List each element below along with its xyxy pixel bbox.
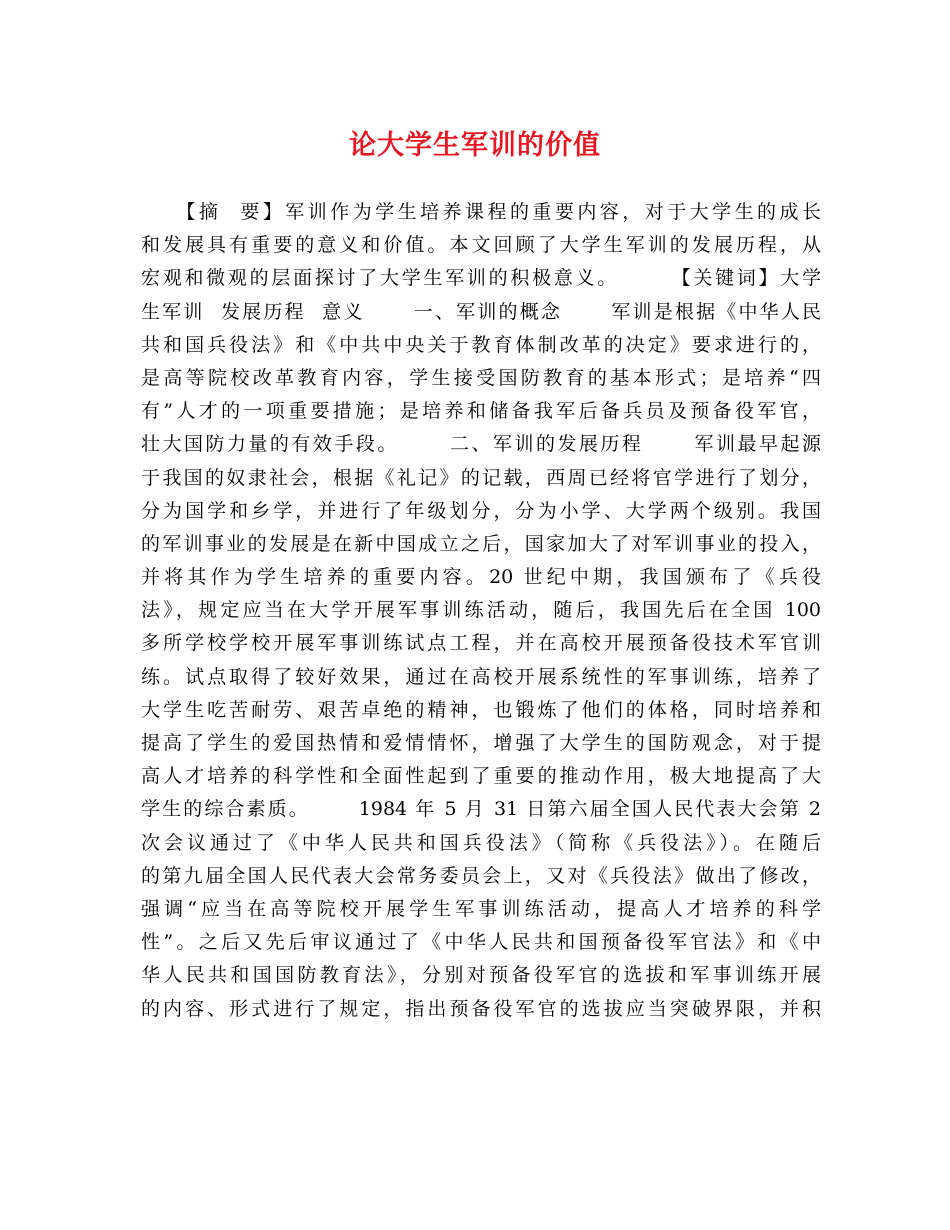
document-title: 论大学生军训的价值	[349, 130, 601, 161]
body-line: 的第九届全国人民代表大会常务委员会上，又对《兵役法》做出了修改，	[141, 864, 821, 887]
body-line: 练。试点取得了较好效果，通过在高校开展系统性的军事训练，培养了	[141, 665, 821, 688]
body-line: 性”。之后又先后审议通过了《中华人民共和国预备役军官法》和《中	[141, 931, 821, 954]
body-line: 宏观和微观的层面探讨了大学生军训的积极意义。 【关键词】大学	[141, 267, 821, 290]
body-line: 于我国的奴隶社会，根据《礼记》的记载，西周已经将官学进行了划分，	[141, 466, 821, 489]
body-line: 强调“应当在高等院校开展学生军事训练活动，提高人才培养的科学	[141, 897, 821, 920]
body-line: 大学生吃苦耐劳、艰苦卓绝的精神，也锻炼了他们的体格，同时培养和	[141, 698, 821, 721]
body-line: 多所学校学校开展军事训练试点工程，并在高校开展预备役技术军官训	[141, 632, 821, 655]
body-line: 壮大国防力量的有效手段。 二、军训的发展历程 军训最早起源	[141, 433, 821, 456]
body-line: 有”人才的一项重要措施；是培养和储备我军后备兵员及预备役军官，	[141, 400, 821, 423]
body-line: 并将其作为学生培养的重要内容。20 世纪中期，我国颁布了《兵役	[141, 566, 821, 589]
body-line: 次会议通过了《中华人民共和国兵役法》（简称《兵役法》）。在随后	[141, 831, 821, 854]
body-line: 是高等院校改革教育内容，学生接受国防教育的基本形式；是培养“四	[141, 366, 821, 389]
body-line: 学生的综合素质。 1984 年 5 月 31 日第六届全国人民代表大会第 2	[141, 798, 821, 821]
body-line: 共和国兵役法》和《中共中央关于教育体制改革的决定》要求进行的，	[141, 333, 821, 356]
document-body	[141, 196, 821, 1026]
body-line: 法》，规定应当在大学开展军事训练活动，随后，我国先后在全国 100	[141, 599, 821, 622]
body-line: 提高了学生的爱国热情和爱情情怀，增强了大学生的国防观念，对于提	[141, 732, 821, 754]
body-line: 生军训 发展历程 意义 一、军训的概念 军训是根据《中华人民	[141, 300, 821, 323]
body-line: 的军训事业的发展是在新中国成立之后，国家加大了对军训事业的投入，	[141, 532, 821, 555]
body-line: 华人民共和国国防教育法》，分别对预备役军官的选拔和军事训练开展	[141, 964, 821, 987]
body-line: 的内容、形式进行了规定，指出预备役军官的选拔应当突破界限，并积	[141, 997, 821, 1020]
body-line: 和发展具有重要的意义和价值。本文回顾了大学生军训的发展历程，从	[141, 234, 821, 257]
body-line: 分为国学和乡学，并进行了年级划分，分为小学、大学两个级别。我国	[141, 499, 821, 522]
body-line: 【摘 要】军训作为学生培养课程的重要内容，对于大学生的成长	[141, 201, 821, 223]
body-line: 高人才培养的科学性和全面性起到了重要的推动作用，极大地提高了大	[141, 765, 821, 788]
